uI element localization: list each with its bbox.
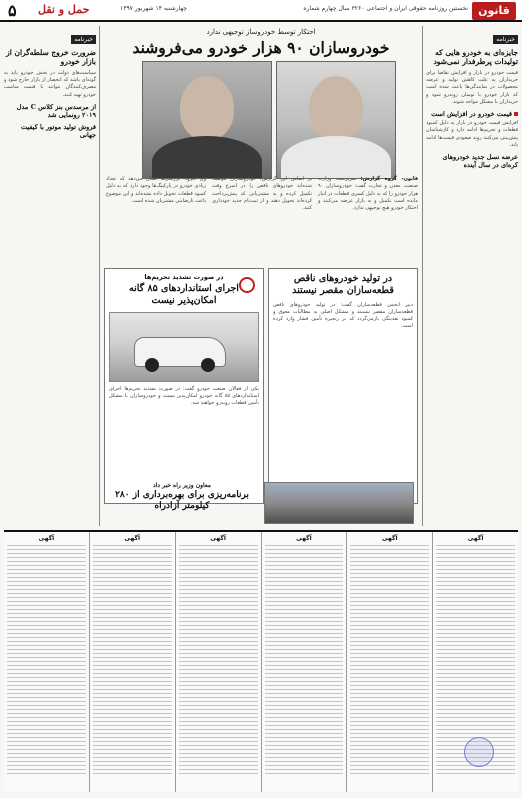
ad-text-lines (7, 545, 86, 775)
column-tag: خبرنامه (493, 35, 518, 44)
box-headline: در تولید خودروهای ناقص قطعه‌سازان مقصر نیستند (292, 273, 394, 297)
column-headline: جایزه‌ای به خودرو هایی که تولیدات پرطرفدار نمی‌شود (433, 48, 518, 67)
circle-mark-icon (239, 277, 255, 293)
column-subheading: فروش تولید موتور با کیفیت جهانی (21, 122, 96, 139)
body-shape (281, 136, 391, 179)
page-number: ۵ (8, 1, 17, 20)
column-body: افزایش قیمت خودرو در بازار به دلیل کمبود قطعات و تحریم‌ها ادامه دارد و کارشناسان پیش‌بینی می‌کنند روند صعودی قیمت‌ها ادامه یابد. (426, 120, 518, 148)
sidebar-article-box (104, 268, 264, 504)
road-story (104, 480, 418, 526)
paper-info: نخستین روزنامه حقوقی ایران و اجتماعی ۳۲۶۰ سال چهارم شماره (303, 5, 468, 12)
ad-text-lines (265, 545, 344, 775)
body-shape (152, 136, 262, 179)
ad-text-lines (179, 545, 258, 775)
story-column: بر اساس این گزارش، خودروسازان موظف شده‌اند خودروهای ناقص را در اسرع وقت تکمیل کرده و به مشتریانی که پیش‌پرداخت کرده‌اند تحویل دهند و از ثبت‌نام جدید خودداری کنند. (212, 176, 312, 211)
ad-column (4, 532, 89, 792)
ad-text-lines (93, 545, 172, 775)
face-shape (180, 76, 234, 140)
story-column: وی افزود: بررسی‌ها نشان می‌دهد که تعداد زیادی خودرو در پارکینگ‌ها وجود دارد که به دلیل کمبود قطعات تحویل داده نشده‌اند و این موضوع باعث نارضایتی مشتریان شده است. (106, 176, 206, 204)
column-body: قیمت خودرو در بازار و افزایش تقاضا برای خریداران به علت کاهش تولید و عرضه محصولات در نمایندگی‌ها باعث شده است که بازار خودرو با نوسان روبه‌رو شود و خریداران با مشکل مواجه شوند. (426, 69, 518, 105)
column-subheading: عرضه نسل جدید خودروهای کره‌ای در سال آینده (442, 153, 518, 169)
column-subheading: از مرسدس بنز کلاس C مدل ۲۰۱۹ رونمایی شد (16, 102, 96, 119)
portrait-photo (142, 61, 272, 179)
ad-heading: آگهی (124, 535, 141, 542)
column-headline: ضرورت خروج سلطه‌گران از بازار خودرو (6, 48, 96, 67)
column-tag: خبرنامه (71, 35, 96, 44)
car-shape (134, 337, 226, 367)
box-body: یکی از فعالان صنعت خودرو گفت: در صورت تشدید تحریم‌ها اجرای استانداردهای ۸۵ گانه خودرو امکان‌پذیر نیست و خودروسازان با مشکل تأمین قطعات روبه‌رو خواهند شد. (109, 385, 259, 407)
story-byline: قانون- گروه گزارش: (360, 176, 418, 182)
story-photos (104, 61, 418, 179)
story-body: سرپرست وزارت صنعت، معدن و تجارت گفت: خودروسازان ۹۰ هزار خودرو را که به دلیل کسری قطعات در انبار مانده است تکمیل و به بازار عرضه می‌کنند و احتکار خودرو هیچ توجیهی ندارد. (318, 176, 418, 211)
bullet-icon (514, 112, 518, 116)
ad-columns (4, 532, 518, 792)
story-headline: خودروسازان ۹۰ هزار خودرو می‌فروشند (132, 38, 390, 57)
column-subheading (426, 110, 518, 118)
wheel-shape (201, 358, 215, 372)
left-news-column (4, 26, 100, 526)
road-headline-block (104, 482, 260, 513)
issue-date: چهارشنبه ۱۴ شهریور ۱۳۹۷ (120, 5, 187, 12)
story-column (318, 176, 418, 212)
ad-heading: آگهی (381, 535, 398, 542)
ad-heading: آگهی (467, 535, 484, 542)
masthead (0, 0, 522, 22)
ad-column (89, 532, 175, 792)
newspaper-logo: قانون (472, 2, 516, 20)
box-kicker: در صورت تشدید تحریم‌ها (144, 273, 224, 281)
ad-heading: آگهی (38, 535, 55, 542)
story-kicker: احتکار توسط خودروساز توجیهی ندارد (206, 28, 316, 36)
box-headline: اجرای استانداردهای ۸۵ گانه امکان‌پذیر نیست (129, 283, 239, 307)
box-body: دبیر انجمن قطعه‌سازان گفت: در تولید خودروهای ناقص قطعه‌سازان مقصر نیستند و مشکل اصلی به مطالبات معوق و کمبود نقدینگی بازمی‌گردد که بر زنجیره تأمین فشار وارد کرده است. (273, 301, 413, 330)
official-stamp (464, 737, 494, 767)
main-story (104, 26, 418, 526)
ad-heading: آگهی (210, 535, 226, 542)
sidebar-article-box (268, 268, 418, 504)
ad-text-lines (350, 545, 429, 775)
section-label: حمل و نقل (38, 3, 90, 16)
ad-heading: آگهی (296, 535, 312, 542)
ad-column (346, 532, 432, 792)
classified-ads-section (4, 530, 518, 792)
ad-column (261, 532, 347, 792)
column-body: سیاست‌های دولت در بخش خودرو باید به گونه‌ای باشد که انحصار از بازار خارج شود و مصرف‌کنندگان بتوانند با قیمت مناسب خودرو تهیه کنند. (4, 69, 96, 98)
subheading-text: قیمت خودرو در افزایش است (431, 110, 512, 118)
wheel-shape (145, 358, 159, 372)
right-news-column (422, 26, 518, 526)
road-kicker: معاون وزیر راه خبر داد (153, 482, 211, 489)
face-shape (309, 76, 363, 140)
road-photo (264, 482, 414, 524)
ad-column (175, 532, 261, 792)
car-photo (109, 312, 259, 382)
portrait-photo (276, 61, 396, 179)
road-headline: برنامه‌ریزی برای بهره‌برداری از ۲۸۰ کیلومتر آزادراه (115, 489, 249, 512)
